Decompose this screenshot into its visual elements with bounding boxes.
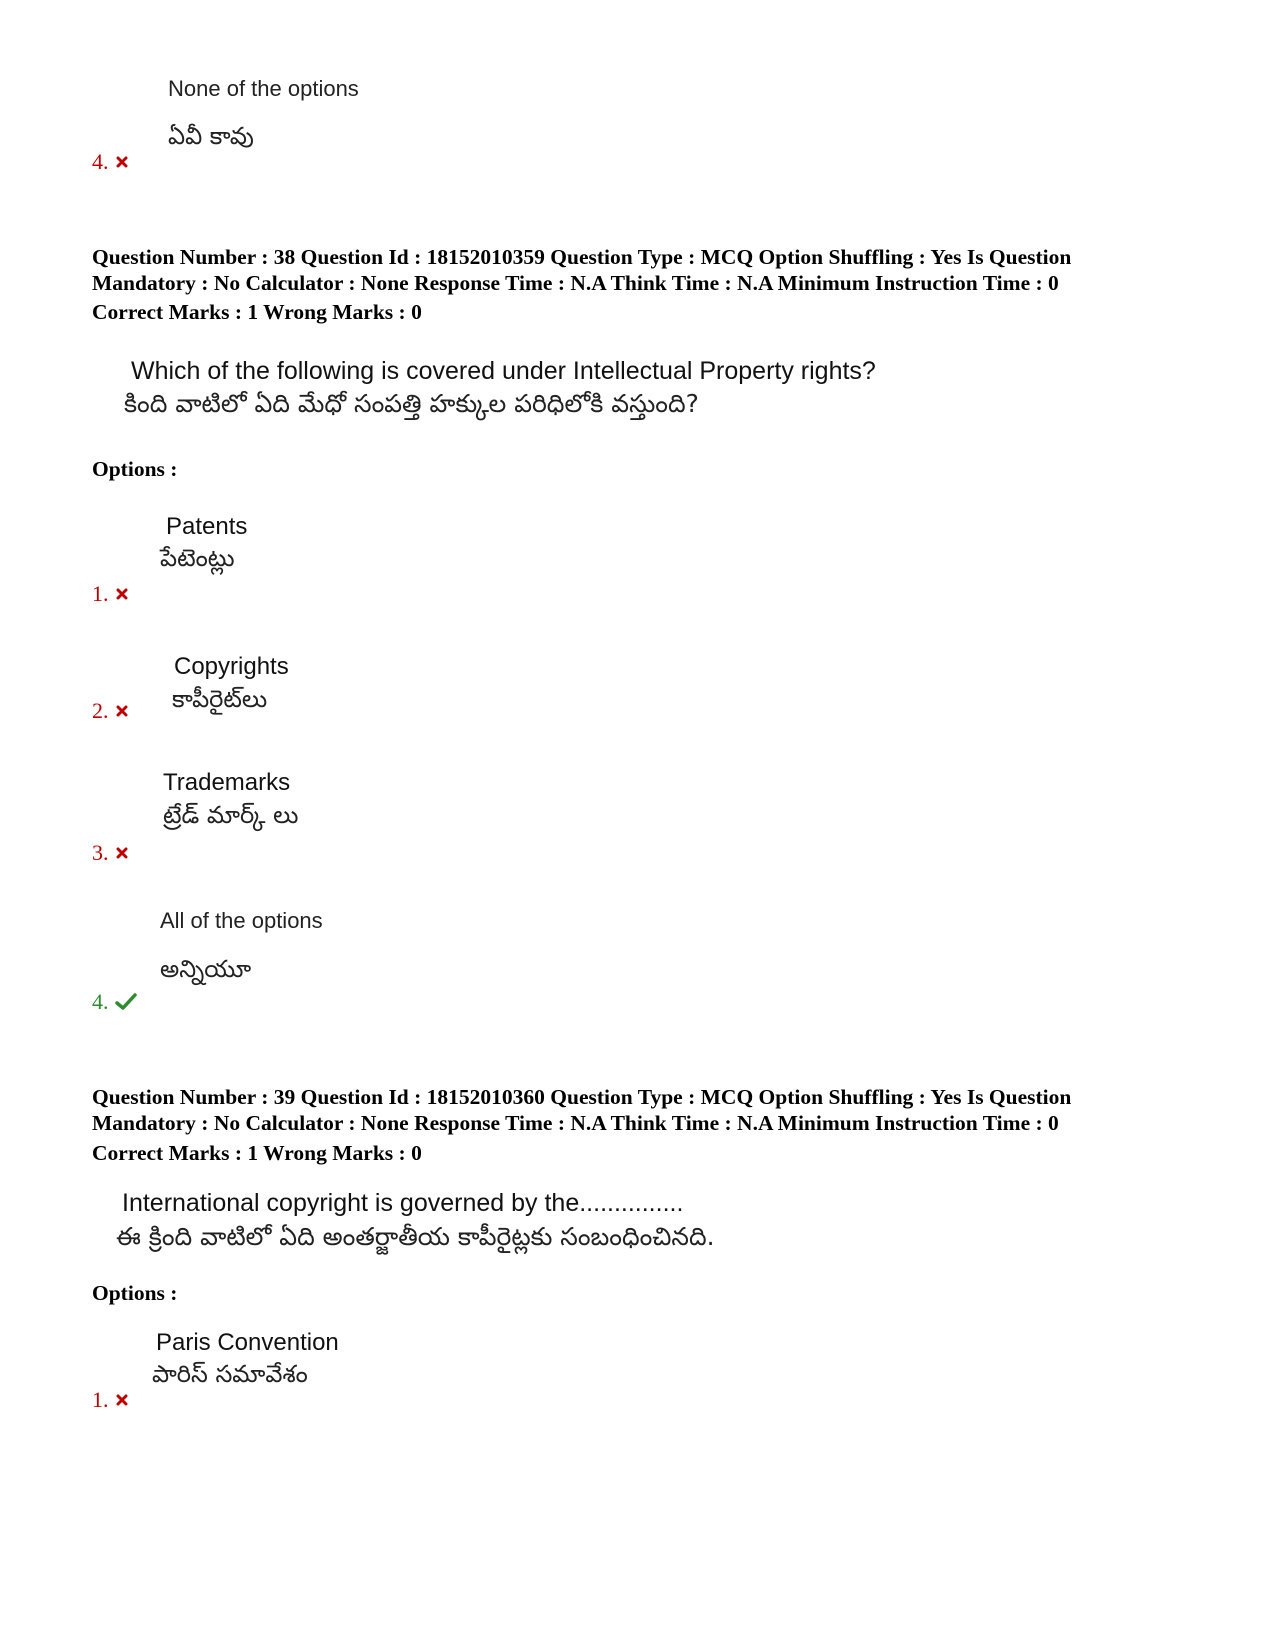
question-text-te: కింది వాటిలో ఏది మేధో సంపత్తి హక్కుల పరిధిలోకి వస్తుంది? xyxy=(124,389,699,418)
option-text-en: Copyrights xyxy=(174,653,289,680)
checkmark-icon xyxy=(115,993,137,1011)
cross-icon xyxy=(115,846,129,860)
option-number-label: 4. xyxy=(92,989,109,1014)
cross-icon xyxy=(115,587,129,601)
option-text-te: పారిస్ సమావేశం xyxy=(152,1360,308,1388)
option-text-te: ట్రేడ్ మార్క్ లు xyxy=(163,801,299,829)
option-number-label: 1. xyxy=(92,581,109,606)
option-text-en: None of the options xyxy=(168,76,359,101)
option-number xyxy=(92,989,137,1015)
option-text-te: అన్నియూ xyxy=(160,955,252,983)
option-text-te: పేటెంట్లు xyxy=(160,544,235,572)
cross-icon xyxy=(115,1393,129,1407)
question-text-en: Which of the following is covered under Intellectual Property rights? xyxy=(131,357,876,385)
option-text-te: ఏవీ కావు xyxy=(168,122,254,150)
question-text-te: ఈ క్రింది వాటిలో ఏది అంతర్జాతీయ కాపీరైట్లకు సంబంధించినది. xyxy=(116,1222,715,1251)
question-meta-line: Question Number : 39 Question Id : 18152010360 Question Type : MCQ Option Shuffling : Yes Is Question xyxy=(92,1085,1072,1109)
option-text-en: Paris Convention xyxy=(156,1329,339,1356)
question-meta-line: Mandatory : No Calculator : None Response Time : N.A Think Time : N.A Minimum Instruction Time : 0 xyxy=(92,1111,1059,1135)
question-meta-line: Question Number : 38 Question Id : 18152010359 Question Type : MCQ Option Shuffling : Yes Is Question xyxy=(92,245,1072,269)
question-text-en: International copyright is governed by the............... xyxy=(122,1189,684,1217)
options-label: Options : xyxy=(92,1281,178,1305)
option-number-label: 3. xyxy=(92,840,109,865)
option-number-label: 1. xyxy=(92,1387,109,1412)
option-number-label: 4. xyxy=(92,149,109,174)
marks-line xyxy=(92,1140,1192,1166)
question-header xyxy=(92,1084,1192,1136)
cross-icon xyxy=(115,704,129,718)
option-text-en: Patents xyxy=(166,513,248,540)
options-label: Options : xyxy=(92,457,178,481)
marks-line xyxy=(92,299,1192,325)
marks-text: Correct Marks : 1 Wrong Marks : 0 xyxy=(92,300,422,324)
option-number xyxy=(92,1387,129,1413)
cross-icon xyxy=(115,155,129,169)
option-number xyxy=(92,840,129,866)
option-text-te: కాపీరైట్‌లు xyxy=(172,685,268,713)
marks-text: Correct Marks : 1 Wrong Marks : 0 xyxy=(92,1141,422,1165)
question-meta-line: Mandatory : No Calculator : None Response Time : N.A Think Time : N.A Minimum Instruction Time : 0 xyxy=(92,271,1059,295)
option-number xyxy=(92,581,129,607)
option-number xyxy=(92,698,129,724)
option-number xyxy=(92,149,129,175)
option-text-en: All of the options xyxy=(160,908,323,933)
option-number-label: 2. xyxy=(92,698,109,723)
option-text-en: Trademarks xyxy=(163,769,291,796)
question-header xyxy=(92,244,1192,296)
